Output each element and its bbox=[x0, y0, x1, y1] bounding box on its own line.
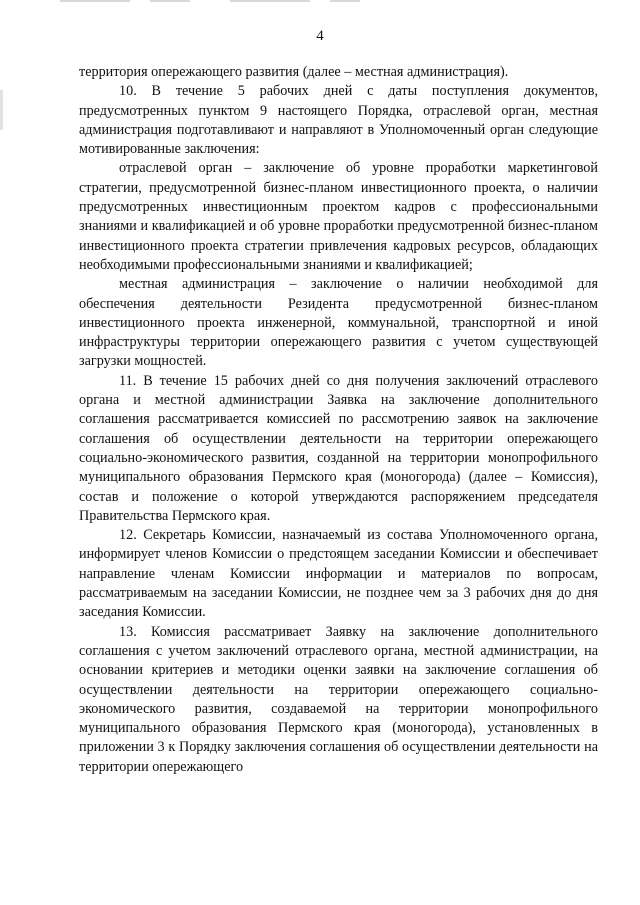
paragraph-item-12: 12. Секретарь Комиссии, назначаемый из состава Уполномоченного органа, информирует членов Комиссии о предстоящем заседании Комиссии и обеспечивает направление членам Комиссии информации и материалов по вопросам, рассматриваемым на заседании Комиссии, не позднее чем за 3 рабочих дня до дня заседания Комиссии. bbox=[79, 527, 598, 621]
scan-artifact-edge bbox=[0, 90, 3, 130]
scan-artifact-top bbox=[150, 0, 190, 2]
document-body bbox=[79, 63, 598, 777]
paragraph-item-13: 13. Комиссия рассматривает Заявку на заключение дополнительного соглашения с учетом заключений отраслевого органа, местной администрации, на основании критериев и методики оценки заявки на заключение соглашения об осуществлении деятельности на территории опережающего социально-экономического развития, создаваемой на территории монопрофильного муниципального образования Пермского края (моногорода), установленных в приложении 3 к Порядку заключения соглашения об осуществлении деятельности на территории опережающего bbox=[79, 623, 598, 775]
paragraph: территория опережающего развития (далее – местная администрация). bbox=[79, 64, 509, 80]
scan-artifact-top bbox=[60, 0, 130, 2]
paragraph: отраслевой орган – заключение об уровне проработки маркетинговой стратегии, предусмотренной бизнес-планом инвестиционного проекта, о наличии предусмотренных инвестиционным проектом кадров с профессиональными знаниями и квалификацией и об уровне проработки предусмотренной бизнес-планом инвестиционного проекта стратегии привлечения кадровых ресурсов, обладающих необходимыми профессиональными знаниями и квалификацией; bbox=[79, 160, 598, 273]
paragraph: местная администрация – заключение о наличии необходимой для обеспечения деятельности Резидента предусмотренной бизнес-планом инвестиционного проекта инженерной, коммунальной, транспортной и иной инфраструктуры территории опережающего развития с учетом существующей загрузки мощностей. bbox=[79, 276, 598, 370]
paragraph-item-10: 10. В течение 5 рабочих дней с даты поступления документов, предусмотренных пунктом 9 настоящего Порядка, отраслевой орган, местная администрация подготавливают и направляют в Уполномоченный орган следующие мотивированные заключения: bbox=[79, 83, 598, 158]
page-number: 4 bbox=[316, 28, 324, 44]
paragraph-item-11: 11. В течение 15 рабочих дней со дня получения заключений отраслевого органа и местной администрации Заявка на заключение дополнительного соглашения рассматривается комиссией по рассмотрению заявок на заключение соглашения об осуществлении деятельности на территории опережающего социально-экономического развития, созданной на территории монопрофильного муниципального образования Пермского края (моногорода) (далее – Комиссия), состав и положение о которой утверждаются распоряжением председателя Правительства Пермского края. bbox=[79, 372, 598, 524]
scan-artifact-top bbox=[230, 0, 310, 2]
scan-artifact-top bbox=[330, 0, 360, 2]
